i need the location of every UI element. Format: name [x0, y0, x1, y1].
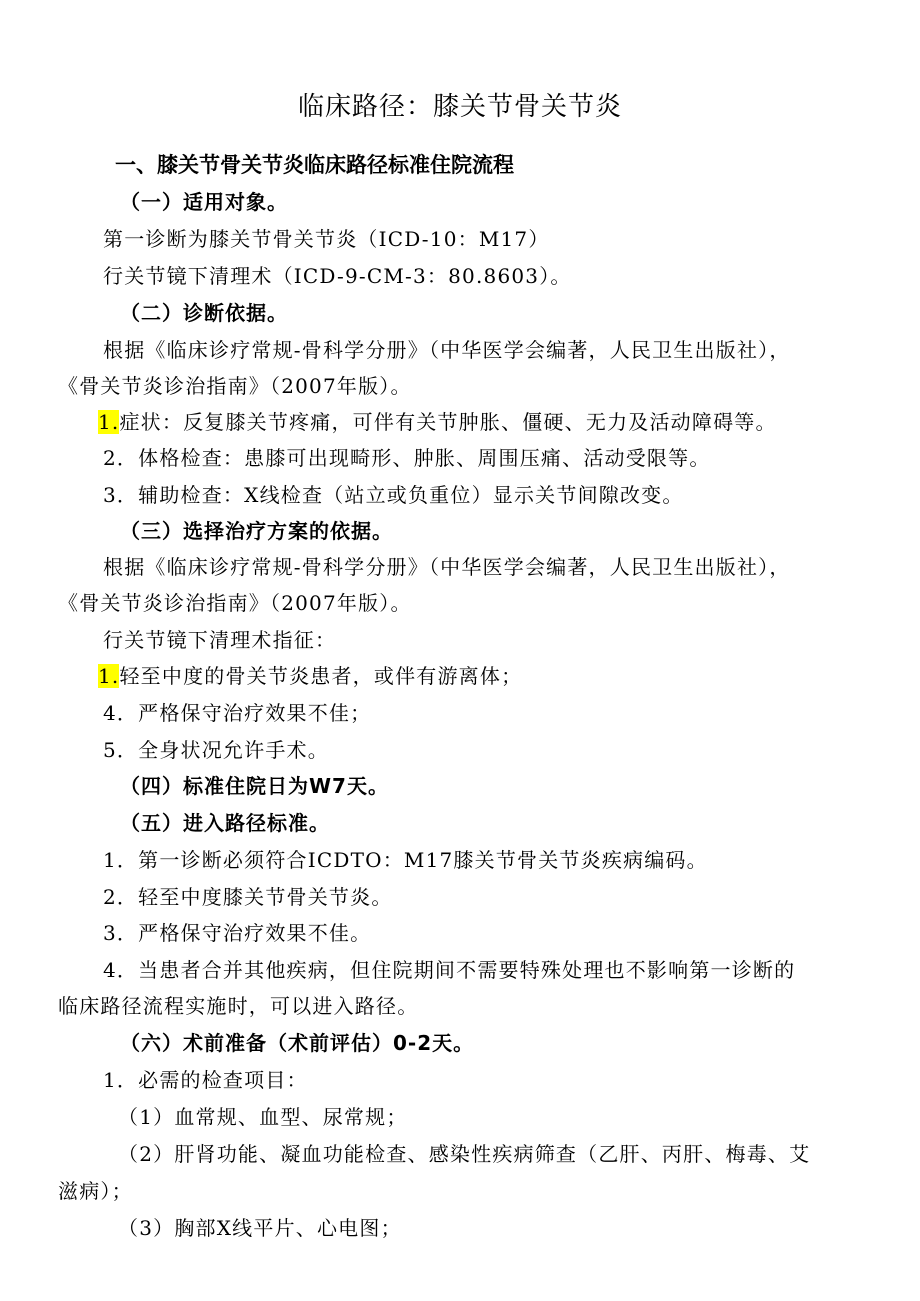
- list-item: [98, 662, 522, 690]
- highlighted-number: 1.: [98, 410, 120, 434]
- paragraph-line: 根据《临床诊疗常规-骨科学分册》（中华医学会编著，人民卫生出版社），: [103, 555, 791, 579]
- paragraph-line: 《骨关节炎诊治指南》（2007年版）。: [58, 374, 412, 398]
- subsection-heading-6: （六）术前准备（术前评估）0-2天。: [120, 1031, 475, 1055]
- list-item-text: 症状：反复膝关节疼痛，可伴有关节肿胀、僵硬、无力及活动障碍等。: [119, 410, 777, 434]
- paragraph-line: 行关节镜下清理术（ICD-9-CM-3：80.8603）。: [103, 264, 572, 288]
- list-item: [98, 408, 777, 436]
- list-item: 2．体格检查：患膝可出现畸形、肿胀、周围压痛、活动受限等。: [103, 446, 711, 470]
- list-item: 3．严格保守治疗效果不佳。: [103, 921, 372, 945]
- subsection-heading-3: （三）选择治疗方案的依据。: [120, 519, 393, 543]
- list-item: 4．严格保守治疗效果不佳；: [103, 701, 372, 725]
- highlighted-number: 1.: [98, 664, 120, 688]
- list-item: （1）血常规、血型、尿常规；: [118, 1105, 408, 1129]
- list-item: 1．第一诊断必须符合ICDTO：M17膝关节骨关节炎疾病编码。: [103, 848, 708, 872]
- list-item-text: 轻至中度的骨关节炎患者，或伴有游离体；: [119, 664, 523, 688]
- list-item: 1．必需的检查项目：: [103, 1068, 308, 1092]
- paragraph-line: 《骨关节炎诊治指南》（2007年版）。: [58, 591, 412, 615]
- document-title: 临床路径：膝关节骨关节炎: [297, 92, 622, 122]
- subsection-heading-1: （一）适用对象。: [120, 190, 288, 214]
- paragraph-line: 行关节镜下清理术指征：: [103, 628, 337, 652]
- paragraph-line: 根据《临床诊疗常规-骨科学分册》（中华医学会编著，人民卫生出版社），: [103, 338, 791, 362]
- subsection-heading-5: （五）进入路径标准。: [120, 811, 330, 835]
- subsection-heading-4: （四）标准住院日为W7天。: [120, 774, 389, 798]
- paragraph-line: 第一诊断为膝关节骨关节炎（ICD-10：M17）: [103, 227, 550, 251]
- subsection-heading-2: （二）诊断依据。: [120, 301, 288, 325]
- list-item: （2）肝肾功能、凝血功能检查、感染性疾病筛查（乙肝、丙肝、梅毒、艾: [118, 1142, 811, 1166]
- list-item: 3．辅助检查：X线检查（站立或负重位）显示关节间隙改变。: [103, 483, 684, 507]
- paragraph-line: 滋病）；: [58, 1179, 133, 1203]
- paragraph-line: 临床路径流程实施时，可以进入路径。: [58, 994, 419, 1018]
- list-item: 5．全身状况允许手术。: [103, 738, 329, 762]
- list-item: 2．轻至中度膝关节骨关节炎。: [103, 885, 393, 909]
- list-item: （3）胸部X线平片、心电图；: [118, 1216, 402, 1240]
- section-heading: 一、膝关节骨关节炎临床路径标准住院流程: [115, 153, 514, 177]
- list-item: 4．当患者合并其他疾病，但住院期间不需要特殊处理也不影响第一诊断的: [103, 958, 796, 982]
